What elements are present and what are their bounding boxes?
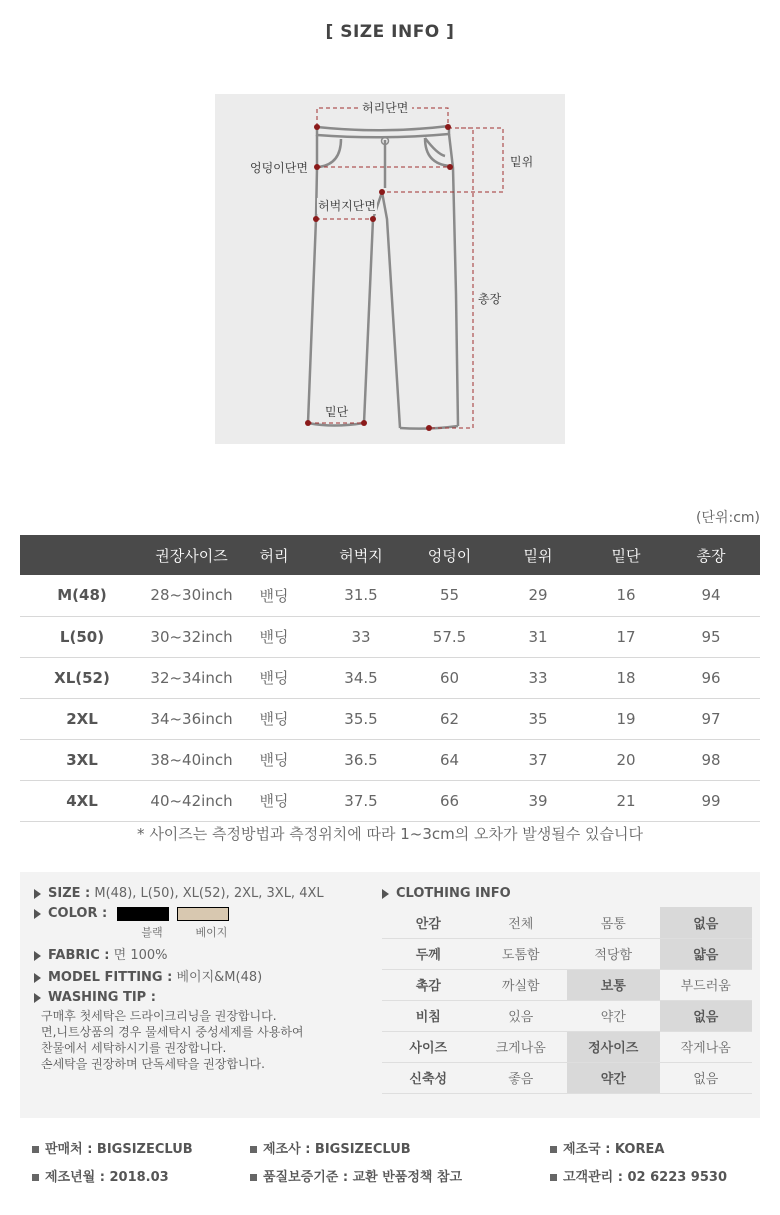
triangle-icon: [382, 889, 389, 899]
size-value-cell: 32~34inch: [144, 657, 239, 698]
size-value-cell: 밴딩: [239, 616, 309, 657]
clothing-info-label: 안감: [382, 907, 475, 938]
footer-country-text: 제조국 : KOREA: [563, 1142, 665, 1157]
footer-maker-text: 제조사 : BIGSIZECLUB: [263, 1142, 411, 1157]
size-value-cell: 37: [486, 739, 590, 780]
size-value-cell: 36.5: [309, 739, 413, 780]
clothing-info-option-selected: 약간: [567, 1062, 660, 1093]
color-swatch-labels: [124, 924, 374, 942]
square-bullet-icon: [32, 1146, 39, 1153]
triangle-icon: [34, 973, 41, 983]
size-row: [20, 575, 760, 616]
size-value-cell: 35.5: [309, 698, 413, 739]
triangle-icon: [34, 889, 41, 899]
clothing-info-label: 두께: [382, 938, 475, 969]
clothing-info-option: 전체: [475, 907, 568, 938]
square-bullet-icon: [550, 1146, 557, 1153]
size-value-cell: 16: [590, 575, 662, 616]
footer-date-text: 제조년월 : 2018.03: [45, 1170, 169, 1185]
square-bullet-icon: [550, 1174, 557, 1181]
clothing-info-option: 도톰함: [475, 938, 568, 969]
size-value-cell: 99: [662, 780, 760, 821]
clothing-info-label: 신축성: [382, 1062, 475, 1093]
size-row: [20, 616, 760, 657]
header-length: 총장: [662, 535, 760, 575]
square-bullet-icon: [32, 1174, 39, 1181]
square-bullet-icon: [250, 1146, 257, 1153]
size-name-cell: 4XL: [20, 780, 144, 821]
size-value-cell: 33: [486, 657, 590, 698]
footer-quality: [250, 1166, 462, 1185]
size-value-cell: 38~40inch: [144, 739, 239, 780]
clothing-info-option-selected: 없음: [660, 907, 753, 938]
triangle-icon: [34, 951, 41, 961]
model-value: 베이지&M(48): [176, 970, 263, 985]
size-value-cell: 28~30inch: [144, 575, 239, 616]
pants-outline: [308, 126, 458, 429]
size-value-cell: 18: [590, 657, 662, 698]
clothing-info-option: 작게나옴: [660, 1031, 753, 1062]
clothing-info-option: 없음: [660, 1062, 753, 1093]
size-value-cell: 17: [590, 616, 662, 657]
clothing-info-option: 몸통: [567, 907, 660, 938]
clothing-info-option-selected: 없음: [660, 1000, 753, 1031]
clothing-info-option-selected: 얇음: [660, 938, 753, 969]
footer-seller: [32, 1138, 193, 1157]
size-label: SIZE :: [48, 886, 91, 901]
clothing-info-option: 까실함: [475, 969, 568, 1000]
header-rise: 밑위: [486, 535, 590, 575]
size-value-cell: 31.5: [309, 575, 413, 616]
size-name-cell: XL(52): [20, 657, 144, 698]
square-bullet-icon: [250, 1174, 257, 1181]
size-value-cell: 20: [590, 739, 662, 780]
size-value: M(48), L(50), XL(52), 2XL, 3XL, 4XL: [94, 886, 324, 901]
color-name-black: 블랙: [141, 926, 163, 939]
size-value-cell: 밴딩: [239, 780, 309, 821]
measurement-note: * 사이즈는 측정방법과 측정위치에 따라 1~3cm의 오차가 발생될수 있습니다: [137, 825, 643, 843]
color-label: COLOR :: [48, 906, 108, 921]
clothing-info-row: [382, 938, 752, 969]
size-value-cell: 34.5: [309, 657, 413, 698]
clothing-info: [382, 884, 752, 1094]
color-row: [34, 904, 374, 924]
clothing-info-row: [382, 1000, 752, 1031]
size-value-cell: 97: [662, 698, 760, 739]
washing-tips: [34, 1008, 374, 1072]
size-value-cell: 62: [413, 698, 486, 739]
washing-row: [34, 988, 374, 1008]
header-thigh: 허벅지: [309, 535, 413, 575]
hip-label: 엉덩이단면: [250, 161, 308, 175]
size-name-cell: L(50): [20, 616, 144, 657]
hem-label: 밑단: [325, 405, 349, 419]
fabric-value: 면 100%: [113, 948, 168, 963]
clothing-info-label: 사이즈: [382, 1031, 475, 1062]
size-name-cell: 2XL: [20, 698, 144, 739]
size-row: [20, 698, 760, 739]
clothing-info-row: [382, 907, 752, 938]
footer-maker: [250, 1138, 411, 1157]
color-name-beige: 베이지: [195, 926, 228, 939]
size-value-cell: 밴딩: [239, 698, 309, 739]
clothing-info-option: 적당함: [567, 938, 660, 969]
size-row: [20, 657, 760, 698]
size-value-cell: 55: [413, 575, 486, 616]
clothing-info-option: 크게나옴: [475, 1031, 568, 1062]
length-label: 총장: [478, 292, 502, 306]
size-value-cell: 밴딩: [239, 575, 309, 616]
page-title: [ SIZE INFO ]: [325, 22, 455, 42]
clothing-info-table: [382, 907, 752, 1094]
size-name-cell: 3XL: [20, 739, 144, 780]
size-value-cell: 66: [413, 780, 486, 821]
washing-line: 구매후 첫세탁은 드라이크리닝을 권장합니다.: [41, 1009, 277, 1023]
clothing-info-heading: [382, 884, 752, 904]
clothing-info-option: 있음: [475, 1000, 568, 1031]
clothing-info-option: 부드러움: [660, 969, 753, 1000]
pants-measurement-diagram: [215, 94, 565, 444]
size-row: [20, 780, 760, 821]
clothing-info-option: 좋음: [475, 1062, 568, 1093]
header-hip: 엉덩이: [413, 535, 486, 575]
size-value-cell: 39: [486, 780, 590, 821]
clothing-info-row: [382, 1031, 752, 1062]
thigh-label: 허벅지단면: [318, 199, 376, 213]
color-swatch-beige: [177, 907, 229, 921]
size-value-cell: 57.5: [413, 616, 486, 657]
size-value-cell: 96: [662, 657, 760, 698]
clothing-info-label: 촉감: [382, 969, 475, 1000]
clothing-info-row: [382, 969, 752, 1000]
size-value-cell: 31: [486, 616, 590, 657]
size-value-cell: 밴딩: [239, 739, 309, 780]
clothing-info-label: 비침: [382, 1000, 475, 1031]
model-label: MODEL FITTING :: [48, 970, 173, 985]
fabric-row: [34, 946, 374, 966]
size-value-cell: 30~32inch: [144, 616, 239, 657]
header-waist: 허리: [239, 535, 309, 575]
pants-diagram-svg: [215, 94, 565, 444]
triangle-icon: [34, 909, 41, 919]
clothing-info-option: 약간: [567, 1000, 660, 1031]
washing-line: 찬물에서 세탁하시기를 권장합니다.: [41, 1041, 227, 1055]
product-details: [34, 884, 374, 1072]
size-value-cell: 29: [486, 575, 590, 616]
footer-seller-text: 판매처 : BIGSIZECLUB: [45, 1142, 193, 1157]
header-recommended: 권장사이즈: [144, 535, 239, 575]
size-table: [20, 535, 760, 822]
footer-country: [550, 1138, 664, 1157]
size-value-cell: 95: [662, 616, 760, 657]
clothing-info-option-selected: 보통: [567, 969, 660, 1000]
footer-quality-text: 품질보증기준 : 교환 반품정책 참고: [263, 1170, 463, 1185]
clothing-info-title: CLOTHING INFO: [396, 886, 511, 901]
size-name-cell: M(48): [20, 575, 144, 616]
washing-line: 손세탁을 권장하며 단독세탁을 권장합니다.: [41, 1057, 265, 1071]
size-value-cell: 34~36inch: [144, 698, 239, 739]
clothing-info-option-selected: 정사이즈: [567, 1031, 660, 1062]
color-swatch-black: [117, 907, 169, 921]
fabric-label: FABRIC :: [48, 948, 110, 963]
size-value-cell: 33: [309, 616, 413, 657]
size-row: [34, 884, 374, 904]
clothing-info-row: [382, 1062, 752, 1093]
waist-label: 허리단면: [362, 101, 409, 115]
product-info-box: [20, 872, 760, 1118]
size-value-cell: 35: [486, 698, 590, 739]
footer-service: [550, 1166, 727, 1185]
size-value-cell: 19: [590, 698, 662, 739]
size-table-header: [20, 535, 760, 575]
size-value-cell: 밴딩: [239, 657, 309, 698]
rise-label: 밑위: [510, 155, 534, 169]
size-value-cell: 21: [590, 780, 662, 821]
triangle-icon: [34, 993, 41, 1003]
footer-date: [32, 1166, 169, 1185]
measurement-points: [305, 124, 453, 431]
washing-label: WASHING TIP :: [48, 990, 156, 1005]
footer-service-text: 고객관리 : 02 6223 9530: [563, 1170, 727, 1185]
size-value-cell: 40~42inch: [144, 780, 239, 821]
header-size: [20, 535, 144, 575]
washing-line: 면,니트상품의 경우 물세탁시 중성세제를 사용하여: [41, 1025, 304, 1039]
unit-label: (단위:cm): [695, 510, 760, 526]
size-value-cell: 37.5: [309, 780, 413, 821]
header-hem: 밑단: [590, 535, 662, 575]
size-value-cell: 98: [662, 739, 760, 780]
size-value-cell: 60: [413, 657, 486, 698]
size-row: [20, 739, 760, 780]
size-value-cell: 64: [413, 739, 486, 780]
size-value-cell: 94: [662, 575, 760, 616]
model-row: [34, 968, 374, 988]
